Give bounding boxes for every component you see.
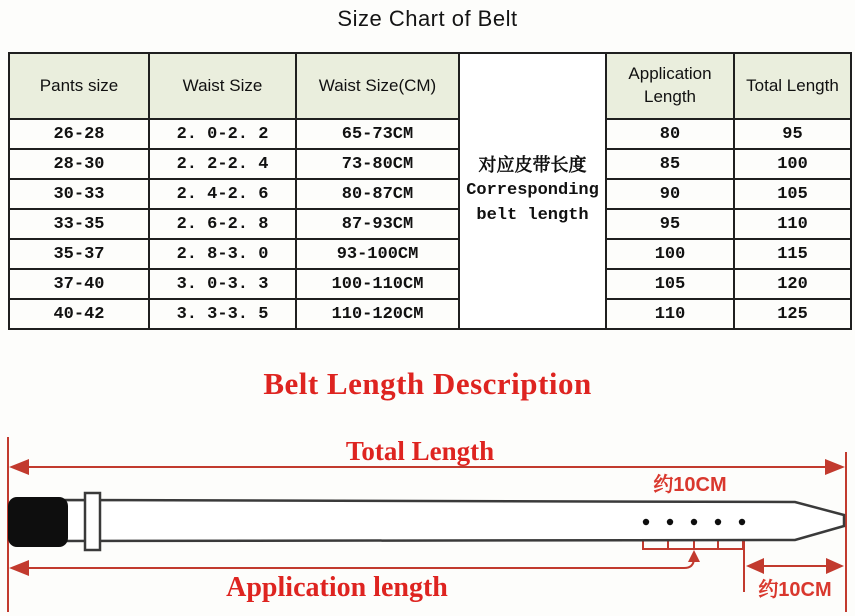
cell-waist-cm: 100-110CM: [296, 269, 459, 299]
belt-keeper-loop: [85, 493, 100, 550]
col-header-total-length: Total Length: [734, 53, 851, 119]
cell-total: 125: [734, 299, 851, 329]
hole-pointer-arrowhead: [688, 550, 700, 562]
approx-10cm-top-label: 约10CM: [653, 474, 727, 496]
cell-pants: 33-35: [9, 209, 149, 239]
cell-application: 85: [606, 149, 734, 179]
cell-waist: 3. 0-3. 3: [149, 269, 296, 299]
tip-10cm-right-arrowhead: [826, 558, 844, 574]
cell-pants: 30-33: [9, 179, 149, 209]
application-left-arrowhead: [9, 560, 29, 576]
application-length-dim-line: [14, 558, 694, 568]
cell-application: 90: [606, 179, 734, 209]
cell-waist-cm: 73-80CM: [296, 149, 459, 179]
belt-hole: [739, 519, 745, 525]
tip-10cm-left-arrowhead: [746, 558, 764, 574]
cell-waist: 2. 4-2. 6: [149, 179, 296, 209]
cell-waist-cm: 93-100CM: [296, 239, 459, 269]
cell-waist-cm: 87-93CM: [296, 209, 459, 239]
cell-waist: 2. 0-2. 2: [149, 119, 296, 149]
belt-length-diagram: [0, 426, 855, 616]
note-english-line1: Corresponding: [466, 181, 599, 201]
cell-application: 105: [606, 269, 734, 299]
cell-waist: 2. 8-3. 0: [149, 239, 296, 269]
cell-total: 105: [734, 179, 851, 209]
cell-pants: 26-28: [9, 119, 149, 149]
cell-waist-cm: 80-87CM: [296, 179, 459, 209]
col-header-waist-size-cm: Waist Size(CM): [296, 53, 459, 119]
cell-application: 110: [606, 299, 734, 329]
total-length-left-arrowhead: [9, 459, 29, 475]
cell-total: 110: [734, 209, 851, 239]
table-row: [9, 299, 851, 329]
cell-total: 115: [734, 239, 851, 269]
size-table: [8, 52, 852, 330]
belt-length-description-heading: Belt Length Description: [263, 366, 592, 401]
cell-application: 80: [606, 119, 734, 149]
cell-waist-cm: 65-73CM: [296, 119, 459, 149]
table-row: [9, 179, 851, 209]
cell-waist-cm: 110-120CM: [296, 299, 459, 329]
cell-waist: 3. 3-3. 5: [149, 299, 296, 329]
cell-application: 100: [606, 239, 734, 269]
col-header-application-length: Application Length: [606, 53, 734, 119]
col-header-waist-size: Waist Size: [149, 53, 296, 119]
cell-total: 100: [734, 149, 851, 179]
merged-note-cell: [459, 53, 606, 329]
note-chinese: 对应皮带长度: [478, 155, 587, 177]
belt-hole: [715, 519, 721, 525]
cell-pants: 35-37: [9, 239, 149, 269]
belt-hole: [667, 519, 673, 525]
table-header-row: [9, 53, 851, 119]
table-row: [9, 149, 851, 179]
cell-total: 120: [734, 269, 851, 299]
application-length-label: Application length: [226, 572, 448, 603]
cell-pants: 40-42: [9, 299, 149, 329]
page-title: Size Chart of Belt: [337, 6, 518, 31]
note-english-line2: belt length: [476, 206, 589, 226]
belt-hole: [691, 519, 697, 525]
table-row: [9, 209, 851, 239]
belt-hole: [643, 519, 649, 525]
cell-pants: 37-40: [9, 269, 149, 299]
cell-waist: 2. 6-2. 8: [149, 209, 296, 239]
approx-10cm-bottom-label: 约10CM: [758, 579, 832, 601]
total-length-label: Total Length: [345, 436, 495, 466]
belt-strap: [60, 500, 844, 541]
table-row: [9, 239, 851, 269]
belt-buckle: [8, 497, 68, 547]
cell-total: 95: [734, 119, 851, 149]
cell-application: 95: [606, 209, 734, 239]
table-row: [9, 269, 851, 299]
total-length-right-arrowhead: [825, 459, 845, 475]
table-row: [9, 119, 851, 149]
col-header-pants-size: Pants size: [9, 53, 149, 119]
cell-pants: 28-30: [9, 149, 149, 179]
cell-waist: 2. 2-2. 4: [149, 149, 296, 179]
